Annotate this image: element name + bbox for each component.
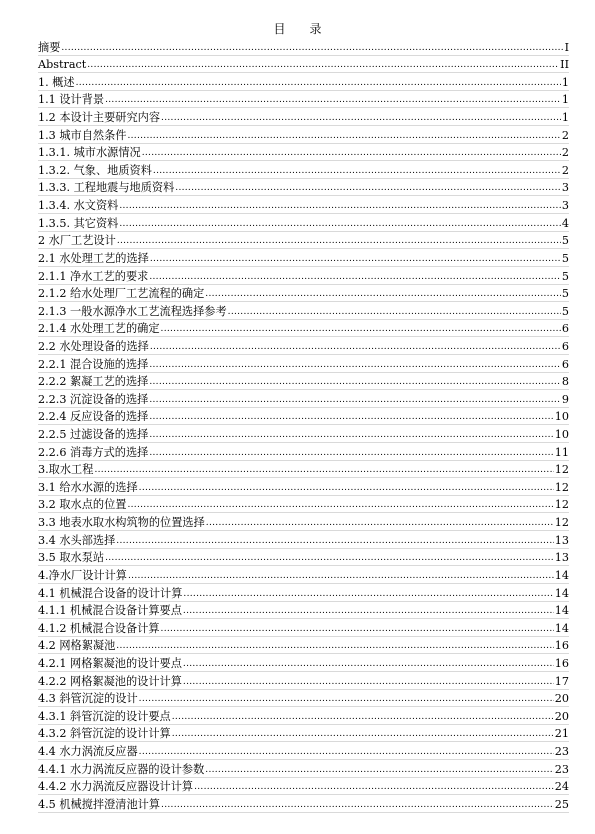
toc-leader-dots <box>183 657 554 671</box>
toc-entry-page-number: 5 <box>561 287 569 301</box>
toc-leader-dots <box>105 93 561 107</box>
toc-leader-dots <box>161 622 554 636</box>
toc-entry-page-number: 2 <box>561 163 569 177</box>
toc-entry[interactable] <box>38 56 569 74</box>
toc-entry[interactable] <box>38 285 569 303</box>
toc-title-char-1: 目 <box>273 22 286 36</box>
toc-entry-page-number: 9 <box>561 392 569 406</box>
toc-entry[interactable] <box>38 267 569 285</box>
toc-entry-page-number: 6 <box>561 339 569 353</box>
toc-entry-label: 3.取水工程 <box>38 463 94 477</box>
toc-entry[interactable] <box>38 161 569 179</box>
toc-entry-page-number: 8 <box>561 375 569 389</box>
toc-entry[interactable] <box>38 760 569 778</box>
toc-entry-page-number: 11 <box>554 445 569 459</box>
toc-entry-label: 2.2.2 絮凝工艺的选择 <box>38 375 149 389</box>
toc-entry-label: 4.4.2 水力涡流反应器设计计算 <box>38 780 194 794</box>
toc-leader-dots <box>127 129 560 143</box>
toc-entry[interactable] <box>38 144 569 162</box>
toc-leader-dots <box>183 587 553 601</box>
toc-entry-page-number: 10 <box>554 428 569 442</box>
toc-entry-label: 2.2.4 反应设备的选择 <box>38 410 149 424</box>
toc-entry-page-number: 23 <box>554 744 569 758</box>
toc-leader-dots <box>205 763 553 777</box>
toc-entry[interactable] <box>38 549 569 567</box>
toc-entry-label: 4.1.1 机械混合设备计算要点 <box>38 604 182 618</box>
toc-entry-label: 4.1 机械混合设备的设计计算 <box>38 586 183 600</box>
toc-entry-label: 4.3.1 斜管沉淀的设计要点 <box>38 709 171 723</box>
toc-leader-dots <box>206 516 554 530</box>
toc-entry[interactable] <box>38 249 569 267</box>
toc-leader-dots <box>139 481 554 495</box>
toc-entry[interactable] <box>38 214 569 232</box>
toc-entry[interactable] <box>38 38 569 56</box>
toc-entry[interactable] <box>38 390 569 408</box>
toc-entry-label: 1.2 本设计主要研究内容 <box>38 111 161 125</box>
toc-leader-dots <box>149 358 561 372</box>
toc-entry-page-number: I <box>564 40 569 54</box>
toc-leader-dots <box>116 534 553 548</box>
toc-entry-label: 1.1 设计背景 <box>38 93 105 107</box>
toc-entry-label: 2 水厂工艺设计 <box>38 234 116 248</box>
toc-entry[interactable] <box>38 619 569 637</box>
toc-entry-label: 2.1 水处理工艺的选择 <box>38 251 149 265</box>
toc-entry[interactable] <box>38 373 569 391</box>
toc-entry-page-number: 6 <box>561 322 569 336</box>
toc-entry-label: 4.3.2 斜管沉淀的设计计算 <box>38 727 171 741</box>
toc-entry[interactable] <box>38 320 569 338</box>
toc-entry-label: 2.1.2 给水处理厂工艺流程的确定 <box>38 287 205 301</box>
toc-entry[interactable] <box>38 584 569 602</box>
toc-entry-page-number: 3 <box>561 199 569 213</box>
toc-entry-label: 4.2.2 网格絮凝池的设计计算 <box>38 674 182 688</box>
toc-entry-label: 2.1.1 净水工艺的要求 <box>38 269 149 283</box>
toc-entry-page-number: 1 <box>561 75 569 89</box>
toc-entry[interactable] <box>38 742 569 760</box>
toc-entry-label: 4.2 网格絮凝池 <box>38 639 116 653</box>
toc-leader-dots <box>150 340 561 354</box>
toc-entry[interactable] <box>38 690 569 708</box>
toc-leader-dots <box>119 199 561 213</box>
toc-leader-dots <box>161 111 561 125</box>
toc-entry-label: 2.1.4 水处理工艺的确定 <box>38 322 160 336</box>
toc-leader-dots <box>94 463 553 477</box>
toc-entry-label: Abstract <box>38 58 87 72</box>
toc-entry-label: 3.3 地表水取水构筑物的位置选择 <box>38 516 205 530</box>
toc-entry-label: 2.2.6 消毒方式的选择 <box>38 445 149 459</box>
toc-entry-label: 2.2.3 沉淀设备的选择 <box>38 392 149 406</box>
toc-leader-dots <box>161 798 554 812</box>
toc-entry-page-number: 16 <box>554 656 569 670</box>
toc-entry-label: 4.1.2 机械混合设备计算 <box>38 621 160 635</box>
toc-leader-dots <box>139 745 554 759</box>
toc-leader-dots <box>105 551 554 565</box>
toc-leader-dots <box>183 604 554 618</box>
toc-entry-page-number: 2 <box>561 146 569 160</box>
toc-entry[interactable] <box>38 196 569 214</box>
toc-entry[interactable] <box>38 337 569 355</box>
toc-entry-label: 1.3.1. 城市水源情况 <box>38 146 141 160</box>
toc-entry-label: 1.3.3. 工程地震与地质资料 <box>38 181 175 195</box>
toc-entry[interactable] <box>38 602 569 620</box>
toc-title-char-2: 录 <box>309 22 322 36</box>
toc-entry[interactable] <box>38 91 569 109</box>
toc-entry[interactable] <box>38 179 569 197</box>
toc-entry-page-number: 14 <box>554 586 569 600</box>
toc-entry-page-number: 12 <box>554 516 569 530</box>
toc-leader-dots <box>149 375 561 389</box>
toc-leader-dots <box>161 322 561 336</box>
toc-entry[interactable] <box>38 513 569 531</box>
toc-entry-page-number: 5 <box>561 304 569 318</box>
toc-entry-page-number: II <box>560 58 569 72</box>
toc-entry-label: 2.2 水处理设备的选择 <box>38 339 149 353</box>
toc-entry-page-number: 24 <box>554 780 569 794</box>
toc-leader-dots <box>194 780 554 794</box>
toc-leader-dots <box>87 58 559 72</box>
toc-entry-page-number: 1 <box>561 111 569 125</box>
toc-entry-page-number: 5 <box>561 251 569 265</box>
toc-entry[interactable] <box>38 408 569 426</box>
toc-entry-page-number: 12 <box>554 480 569 494</box>
toc-entry-page-number: 21 <box>554 727 569 741</box>
toc-leader-dots <box>149 428 553 442</box>
toc-entry-page-number: 20 <box>554 692 569 706</box>
toc-entry-page-number: 14 <box>554 568 569 582</box>
toc-entry-page-number: 4 <box>561 216 569 230</box>
toc-entry-page-number: 23 <box>554 762 569 776</box>
toc-entry-label: 3.2 取水点的位置 <box>38 498 127 512</box>
toc-leader-dots <box>76 76 561 90</box>
toc-entry[interactable] <box>38 637 569 655</box>
toc-entry-label: 摘要 <box>38 40 61 54</box>
toc-entry[interactable] <box>38 232 569 250</box>
toc-entry[interactable] <box>38 531 569 549</box>
toc-entry[interactable] <box>38 707 569 725</box>
toc-leader-dots <box>205 287 561 301</box>
toc-entry-label: 4.净水厂设计计算 <box>38 568 127 582</box>
toc-entry-page-number: 12 <box>554 498 569 512</box>
toc-entry[interactable] <box>38 654 569 672</box>
toc-entry-page-number: 5 <box>561 234 569 248</box>
toc-leader-dots <box>117 234 561 248</box>
toc-entry-label: 3.4 水头部选择 <box>38 533 116 547</box>
toc-entry-page-number: 17 <box>554 674 569 688</box>
toc-leader-dots <box>128 569 554 583</box>
toc-entry[interactable] <box>38 73 569 91</box>
toc-entry[interactable] <box>38 672 569 690</box>
toc-entry[interactable] <box>38 496 569 514</box>
toc-entry-label: 2.2.5 过滤设备的选择 <box>38 428 149 442</box>
toc-entry-label: 4.3 斜管沉淀的设计 <box>38 692 138 706</box>
toc-entry-label: 4.4 水力涡流反应器 <box>38 744 138 758</box>
toc-leader-dots <box>149 270 561 284</box>
toc-leader-dots <box>172 727 554 741</box>
toc-leader-dots <box>149 446 553 460</box>
toc-entry-label: 1.3 城市自然条件 <box>38 128 127 142</box>
toc-entry-page-number: 12 <box>554 463 569 477</box>
toc-entry-label: 4.2.1 网格絮凝池的设计要点 <box>38 656 182 670</box>
toc-entry[interactable] <box>38 126 569 144</box>
toc-leader-dots <box>61 41 563 55</box>
toc-entry-label: 2.2.1 混合设施的选择 <box>38 357 149 371</box>
toc-entry[interactable] <box>38 566 569 584</box>
toc-entry-page-number: 13 <box>554 533 569 547</box>
toc-leader-dots <box>153 164 561 178</box>
toc-leader-dots <box>150 252 561 266</box>
toc-entry-label: 1.3.4. 水文资料 <box>38 199 119 213</box>
toc-entry-label: 1.3.5. 其它资料 <box>38 216 119 230</box>
toc-entry-page-number: 10 <box>554 410 569 424</box>
toc-entry-page-number: 20 <box>554 709 569 723</box>
toc-entry-label: 1.3.2. 气象、地质资料 <box>38 163 152 177</box>
toc-entry-page-number: 6 <box>561 357 569 371</box>
toc-title <box>0 20 595 37</box>
toc-entry-page-number: 16 <box>554 639 569 653</box>
toc-leader-dots <box>175 181 561 195</box>
toc-entry[interactable] <box>38 302 569 320</box>
toc-entry-label: 1. 概述 <box>38 75 75 89</box>
toc-entry[interactable] <box>38 108 569 126</box>
toc-entry[interactable] <box>38 443 569 461</box>
toc-entry-page-number: 5 <box>561 269 569 283</box>
toc-entry-label: 3.1 给水水源的选择 <box>38 480 138 494</box>
toc-entry[interactable] <box>38 725 569 743</box>
toc-leader-dots <box>139 692 554 706</box>
toc-leader-dots <box>149 410 553 424</box>
toc-leader-dots <box>172 710 554 724</box>
toc-entry-page-number: 3 <box>561 181 569 195</box>
toc-leader-dots <box>149 393 561 407</box>
toc-entry-page-number: 1 <box>561 93 569 107</box>
toc-entry[interactable] <box>38 795 569 813</box>
toc-entry[interactable] <box>38 778 569 796</box>
toc-entry[interactable] <box>38 425 569 443</box>
toc-leader-dots <box>142 146 561 160</box>
toc-entry-page-number: 25 <box>554 797 569 811</box>
toc-entry-label: 4.5 机械搅拌澄清池计算 <box>38 797 161 811</box>
toc-leader-dots <box>127 498 553 512</box>
toc-entry-page-number: 2 <box>561 128 569 142</box>
toc-leader-dots <box>116 639 553 653</box>
toc-entry-label: 4.4.1 水力涡流反应器的设计参数 <box>38 762 205 776</box>
toc-entry[interactable] <box>38 478 569 496</box>
toc-leader-dots <box>119 217 561 231</box>
toc-entry-page-number: 13 <box>554 551 569 565</box>
toc-entry-page-number: 14 <box>554 604 569 618</box>
toc-entry-label: 2.1.3 一般水源净水工艺流程选择参考 <box>38 304 227 318</box>
toc-entry-label: 3.5 取水泵站 <box>38 551 105 565</box>
toc-leader-dots <box>183 675 554 689</box>
table-of-contents <box>38 38 569 813</box>
toc-entry-page-number: 14 <box>554 621 569 635</box>
toc-entry[interactable] <box>38 355 569 373</box>
toc-entry[interactable] <box>38 461 569 479</box>
toc-leader-dots <box>228 305 561 319</box>
